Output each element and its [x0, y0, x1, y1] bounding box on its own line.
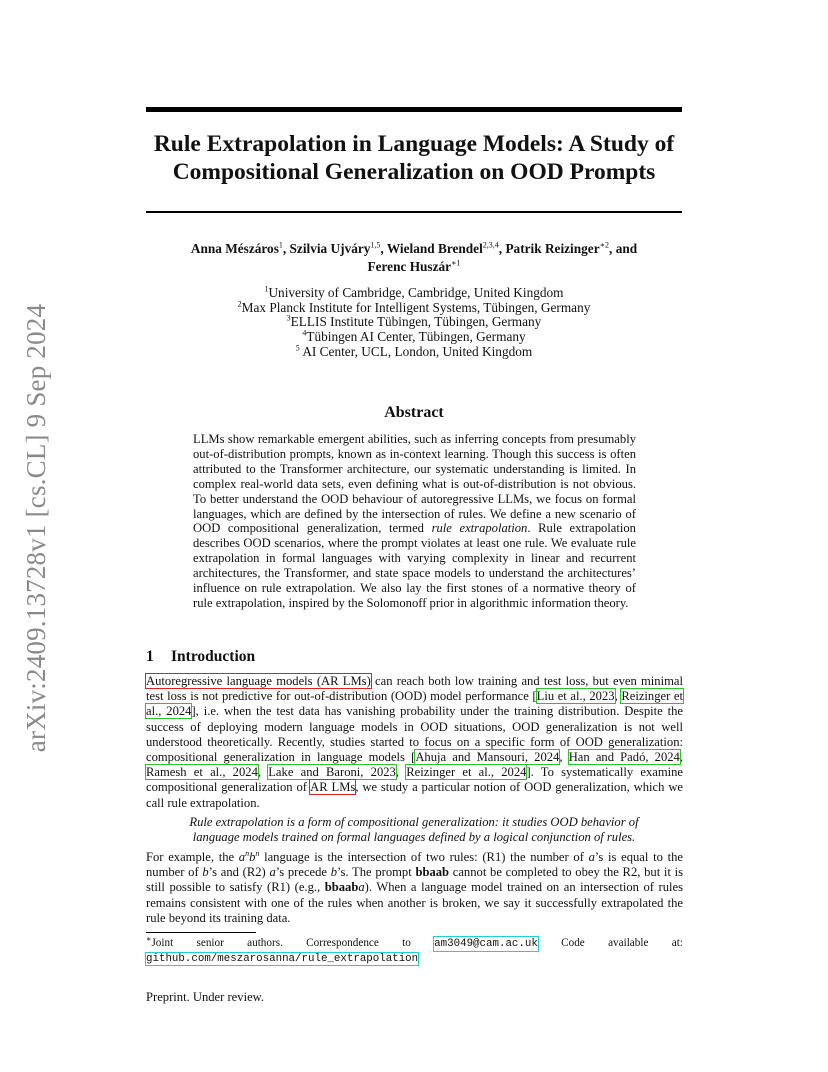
- email-link[interactable]: am3049@cam.ac.uk: [434, 938, 538, 950]
- acronym-link-arlms[interactable]: Autoregressive language models (AR LMs): [146, 674, 371, 688]
- paper-title: [146, 130, 682, 186]
- acronym-link-arlms[interactable]: AR LMs: [310, 780, 356, 795]
- language-formula: $a^nb^n$: [238, 848, 260, 864]
- citation-link[interactable]: Lake and Baroni, 2023: [268, 765, 396, 780]
- section-heading: [146, 648, 255, 666]
- abstract-heading: Abstract: [384, 404, 444, 421]
- title-top-rule: [146, 107, 682, 112]
- affiliation-list: [146, 286, 682, 360]
- author-name: Patrik Reizinger: [505, 241, 600, 256]
- title-line-1: Rule Extrapolation in Language Models: A Study of: [153, 131, 675, 157]
- author-affil-mark: 1,5: [370, 240, 381, 250]
- author-name: Anna Mészáros: [190, 241, 279, 256]
- citation-link[interactable]: Reizinger et al., 2024: [146, 689, 683, 719]
- author-and: and: [615, 241, 638, 256]
- citation-link[interactable]: Reizinger et al., 2024: [406, 765, 527, 780]
- title-bottom-rule: [146, 211, 682, 213]
- footnote: ∗Joint senior authors. Correspondence to am3049@cam.ac.uk Code available at: github.com/meszarosanna/rule_extrapolation: [146, 934, 683, 966]
- affiliation: $^4$Tübingen AI Center, Tübingen, Germany: [302, 328, 526, 345]
- example-paragraph: For example, the $a^nb^n$ language is the intersection of two rules: (R1) the number of a’s is equal to the number of b’s and (R2) a’s precede b’s. The prompt bbaab cannot be completed to obey the R2, but it is still possible to satisfy (R1) (e.g., bbaaba). When a language model trained on an intersection of rules remains consistent with one of the rules when another is broken, we say it successfully extrapolated the rule beyond its training data.: [146, 848, 684, 925]
- author-affil-mark: 1: [278, 240, 283, 250]
- footnote-mark: ∗: [146, 934, 152, 944]
- arxiv-side-stamp: arXiv:2409.13728v1 [cs.CL] 9 Sep 2024: [21, 303, 51, 753]
- author-name: Wieland Brendel: [386, 241, 483, 256]
- rule-extrapolation-definition: Rule extrapolation is a form of compositional generalization: it studies OOD behavior of language models trained on formal languages defined by a logical conjunction of rules.: [189, 815, 639, 844]
- prompt-example: bbaab: [324, 880, 359, 895]
- affiliation: $^3$ELLIS Institute Tübingen, Tübingen, Germany: [286, 313, 542, 330]
- citation-link[interactable]: Liu et al., 2023: [536, 689, 615, 704]
- code-url-link[interactable]: github.com/meszarosanna/rule_extrapolation: [146, 953, 419, 966]
- abstract-body: LLMs show remarkable emergent abilities, such as inferring concepts from presumably out-of-distribution prompts, known as in-context learning. Though this success is often attributed to the Transformer architecture, our systematic understanding is limited. In complex real-world data sets, even defining what is out-of-distribution is not obvious. To better understand the OOD behaviour of autoregressive LLMs, we focus on formal languages, which are defined by the intersection of rules. We define a new scenario of OOD compositional generalization, termed rule extrapolation. Rule extrapolation describes OOD scenarios, where the prompt violates at least one rule. We evaluate rule extrapolation in formal languages with varying complexity in linear and recurrent architectures, the Transformer, and state space models to understand the architectures’ influence on rule extrapolation. We also lay the first stones of a normative theory of rule extrapolation, inspired by the Solomonoff prior in algorithmic information theory.: [193, 432, 636, 610]
- section-number: 1: [146, 648, 154, 665]
- affiliation: $^1$University of Cambridge, Cambridge, United Kingdom: [264, 284, 564, 300]
- author-affil-mark: ∗2: [599, 240, 610, 250]
- author-name: Szilvia Ujváry: [289, 241, 371, 256]
- intro-paragraph: Autoregressive language models (AR LMs) can reach both low training and test loss, but even minimal test loss is not predictive for out-of-distribution (OOD) model performance [Liu et al., 2023, Reizinger et al., 2024], i.e. when the test data has vanishing probability under the training distribution. Despite the success of deploying modern language models in OOD situations, OOD generalization is not well understood theoretically. Recently, studies started to focus on a specific form of OOD generalization: compositional generalization in language models [Ahuja and Mansouri, 2024, Han and Padó, 2024, Ramesh et al., 2024, Lake and Baroni, 2023, Reizinger et al., 2024]. To systematically examine compositional generalization of AR LMs, we study a particular notion of OOD generalization, which we call rule extrapolation.: [146, 674, 684, 810]
- citation-link[interactable]: Ahuja and Mansouri, 2024: [415, 750, 560, 765]
- author-name: Ferenc Huszár: [367, 259, 452, 274]
- author-affil-mark: ∗1: [451, 258, 461, 268]
- footnote-rule: [146, 932, 256, 933]
- author-list: Anna Mészáros$^1$, Szilvia Ujváry$^{1,5}$, Wieland Brendel$^{2,3,4}$, Patrik Reizinger$^{∗2}$, and Ferenc Huszár$^{∗1}$: [190, 240, 638, 274]
- prompt-example: bbaab: [415, 865, 450, 880]
- section-title: Introduction: [171, 648, 256, 665]
- preprint-notice: Preprint. Under review.: [146, 990, 265, 1004]
- citation-link[interactable]: Ramesh et al., 2024: [146, 765, 258, 780]
- title-line-2: Compositional Generalization on OOD Prompts: [172, 159, 656, 185]
- affiliation: $^2$Max Planck Institute for Intelligent Systems, Tübingen, Germany: [237, 299, 591, 315]
- author-affil-mark: 2,3,4: [482, 240, 499, 250]
- abstract-term: rule extrapolation: [431, 521, 528, 536]
- affiliation: $^5$ AI Center, UCL, London, United Kingdom: [295, 343, 533, 359]
- citation-link[interactable]: Han and Padó, 2024: [568, 750, 680, 765]
